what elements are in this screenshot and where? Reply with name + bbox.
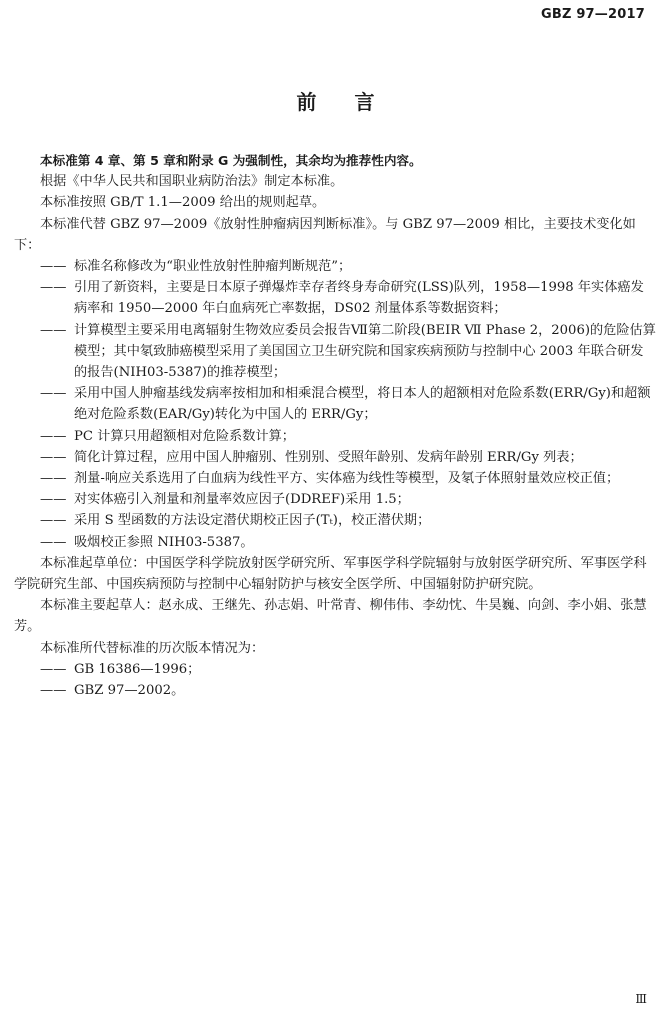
list-item: [40, 489, 656, 510]
list-item-text: 采用 S 型函数的方法设定潜伏期校正因子(Tₜ)，校正潜伏期；: [74, 513, 431, 529]
list-item-text: 采用中国人肿瘤基线发病率按相加和相乘混合模型，将日本人的超额相对危险系数(ERR/Gy)和超额绝对危险系数(EAR/Gy)转化为中国人的 ERR/Gy；: [74, 386, 651, 423]
list-item: [40, 532, 656, 553]
drafting-rules-paragraph: 本标准按照 GB/T 1.1—2009 给出的规则起草。: [40, 195, 326, 211]
technical-changes-list: [14, 256, 656, 553]
legal-basis-paragraph: 根据《中华人民共和国职业病防治法》制定本标准。: [40, 174, 344, 190]
list-item-text: 引用了新资料，主要是日本原子弹爆炸幸存者终身寿命研究(LSS)队列，1958—1998 年实体癌发病率和 1950—2000 年白血病死亡率数据，DS02 剂量体系等数据资料；: [74, 280, 644, 317]
list-dash: ——: [40, 428, 67, 444]
list-dash: ——: [40, 322, 67, 338]
foreword-body: [14, 150, 656, 701]
list-item: [40, 426, 656, 447]
list-dash: ——: [40, 683, 67, 699]
list-item: [40, 468, 656, 489]
page-title: [0, 86, 671, 115]
list-item: [40, 256, 656, 277]
history-item-text: GBZ 97—2002。: [74, 683, 185, 699]
list-item-text: 计算模型主要采用电离辐射生物效应委员会报告Ⅶ第二阶段(BEIR Ⅶ Phase 2，2006)的危险估算模型；其中氡致肺癌模型采用了美国国立卫生研究院和国家疾病预防与控制中心 2003 年联合研发的报告(NIH03-5387)的推荐模型；: [74, 322, 656, 381]
list-dash: ——: [40, 449, 67, 465]
list-dash: ——: [40, 534, 67, 550]
list-dash: ——: [40, 386, 67, 402]
list-dash: ——: [40, 471, 67, 487]
history-item: [40, 659, 656, 680]
list-dash: ——: [40, 259, 67, 275]
list-item: [40, 383, 656, 425]
list-item: [40, 447, 656, 468]
list-dash: ——: [40, 492, 67, 508]
history-intro-paragraph: 本标准所代替标准的历次版本情况为：: [40, 640, 265, 656]
list-item-text: 对实体癌引入剂量和剂量率效应因子(DDREF)采用 1.5；: [74, 492, 410, 508]
list-item-text: 剂量-响应关系选用了白血病为线性平方、实体癌为线性等模型，及氡子体照射量效应校正值；: [74, 471, 620, 487]
list-item-text: 简化计算过程，应用中国人肿瘤别、性别别、受照年龄别、发病年龄别 ERR/Gy 列表；: [74, 449, 583, 465]
replacement-paragraph: 本标准代替 GBZ 97—2009《放射性肿瘤病因判断标准》。与 GBZ 97—2009 相比，主要技术变化如下：: [14, 216, 636, 253]
history-item-text: GB 16386—1996；: [74, 661, 201, 677]
drafting-units-paragraph: 本标准起草单位：中国医学科学院放射医学研究所、军事医学科学院辐射与放射医学研究所、军事医学科学院研究生部、中国疾病预防与控制中心辐射防护与核安全医学所、中国辐射防护研究院。: [14, 555, 647, 593]
list-item-text: PC 计算只用超额相对危险系数计算；: [74, 428, 295, 444]
title-char-1: 前: [296, 90, 317, 114]
mandatory-statement: 本标准第 4 章、第 5 章和附录 G 为强制性，其余均为推荐性内容。: [40, 153, 422, 168]
document-code-header: GBZ 97—2017: [540, 7, 645, 22]
list-dash: ——: [40, 661, 67, 677]
list-item-text: 吸烟校正参照 NIH03-5387。: [74, 534, 254, 550]
title-char-2: 言: [354, 90, 375, 114]
list-dash: ——: [40, 280, 67, 296]
list-item: [40, 277, 656, 319]
page-number: Ⅲ: [635, 992, 647, 1006]
list-dash: ——: [40, 513, 67, 529]
drafters-paragraph: 本标准主要起草人：赵永成、王继先、孙志娟、叶常青、柳伟伟、李幼忱、牛昊巍、向剑、李小娟、张慧芳。: [14, 598, 647, 635]
list-item-text: 标准名称修改为“职业性放射性肿瘤判断规范”；: [74, 259, 352, 275]
list-item: [40, 510, 656, 531]
history-item: [40, 680, 656, 701]
list-item: [40, 320, 656, 384]
